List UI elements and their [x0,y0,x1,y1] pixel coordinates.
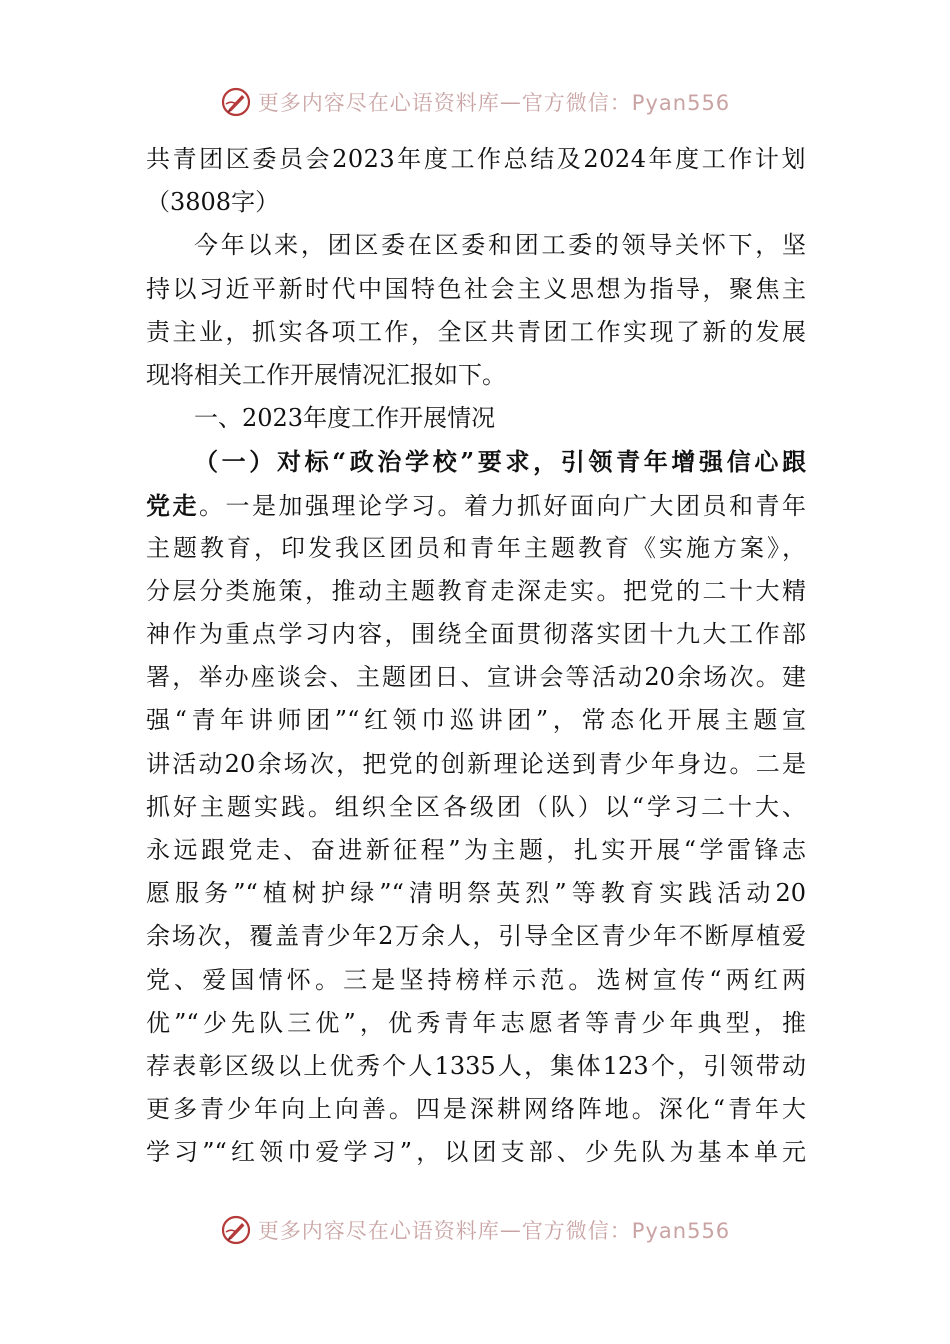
header-watermark [0,82,950,122]
watermark-separator: — [499,90,522,114]
paragraph-line: 责主业，抓实各项工作，全区共青团工作实现了新的发展 [146,317,806,346]
watermark-text: 更多内容尽在心语资料库 [257,1219,500,1243]
paragraph-line: 现将相关工作开展情况汇报如下。 [146,360,506,389]
paragraph-line: 主题教育，印发我区团员和青年主题教育《实施方案》， [146,533,806,562]
doc-title-line-1: 共青团区委员会2023年度工作总结及2024年度工作计划 [146,145,806,173]
paragraph-line: 荐表彰区级以上优秀个人1335人，集体123个，引领带动 [146,1051,806,1080]
watermark-contact: 官方微信：Pyan556 [521,1219,731,1243]
footer-watermark [0,1210,950,1250]
paragraph-line: 持以习近平新时代中国特色社会主义思想为指导，聚焦主 [146,274,806,303]
paragraph-line: 署，举办座谈会、主题团日、宣讲会等活动20余场次。建 [146,663,806,692]
paragraph-line: 学习”“红领巾爱学习”，以团支部、少先队为基本单元 [146,1138,806,1167]
doc-title-line-2: （3808字） [146,188,280,217]
document-body [146,138,806,1175]
watermark-contact: 官方微信：Pyan556 [521,91,731,115]
paragraph-line: 今年以来，团区委在区委和团工委的领导关怀下，坚 [194,231,806,260]
watermark-separator: — [499,1218,522,1242]
paragraph-line: 抓好主题实践。组织全区各级团（队）以“学习二十大、 [146,792,806,821]
paragraph-line: 强“青年讲师团”“红领巾巡讲团”，常态化开展主题宣 [146,706,806,735]
watermark-text: 更多内容尽在心语资料库 [257,91,500,115]
paragraph-text: 。一是加强理论学习。着力抓好面向广大团员和青年 [199,491,806,520]
paragraph-line: 优”“少先队三优”，优秀青年志愿者等青少年典型，推 [146,1008,806,1037]
paragraph-line: 党、爱国情怀。三是坚持榜样示范。选树宣传“两红两 [146,965,806,994]
paragraph-line: 永远跟党走、奋进新征程”为主题，扎实开展“学雷锋志 [146,836,806,864]
subsection-heading: （一）对标“政治学校”要求，引领青年增强信心跟 [194,447,806,477]
pen-circle-icon [220,1214,252,1246]
paragraph-line: 愿服务”“植树护绿”“清明祭英烈”等教育实践活动20 [146,879,806,908]
paragraph-line: 讲活动20余场次，把党的创新理论送到青少年身边。二是 [146,749,806,778]
paragraph-line: 分层分类施策，推动主题教育走深走实。把党的二十大精 [146,576,806,605]
paragraph-line: 神作为重点学习内容，围绕全面贯彻落实团十九大工作部 [146,620,806,649]
paragraph-line-mixed [146,484,806,527]
pen-circle-icon [220,86,252,118]
paragraph-line: 更多青少年向上向善。四是深耕网络阵地。深化“青年大 [146,1095,806,1124]
section-heading: 一、2023年度工作开展情况 [194,404,496,433]
paragraph-line: 余场次，覆盖青少年2万余人，引导全区青少年不断厚植爱 [146,922,806,951]
subsection-heading-tail: 党走 [146,490,199,520]
